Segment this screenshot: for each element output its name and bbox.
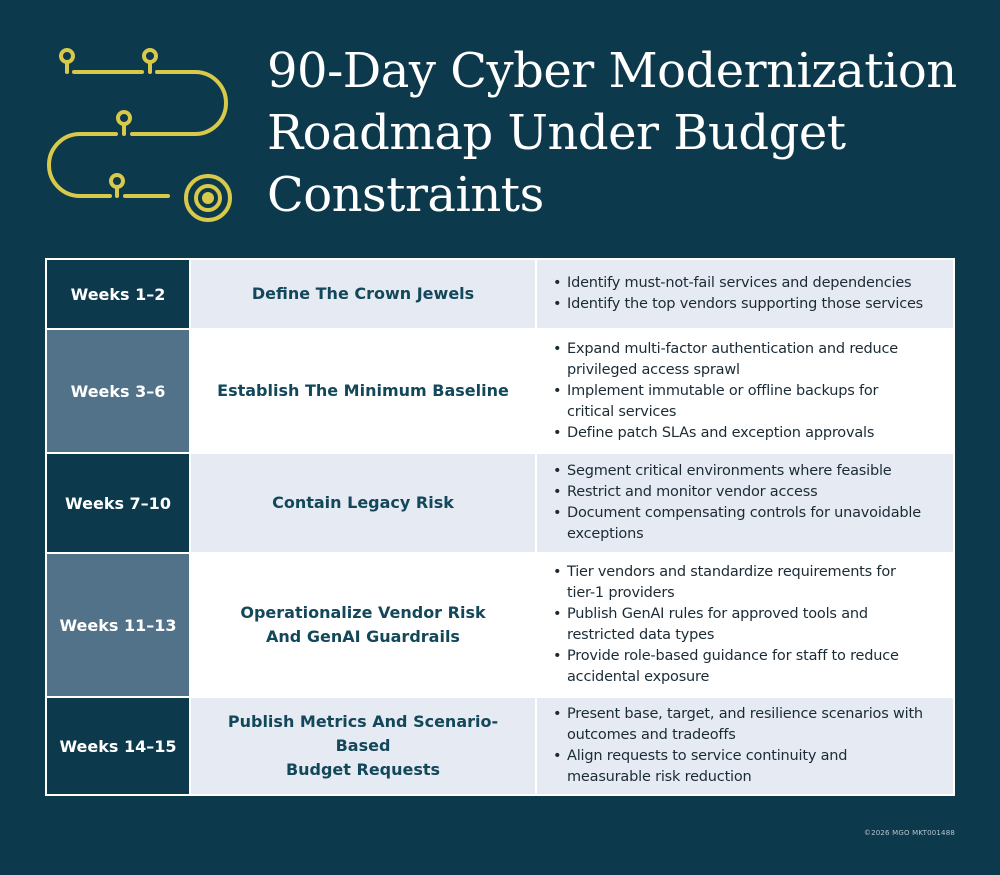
- weeks-cell: Weeks 1–2: [47, 260, 189, 328]
- action-text: tier-1 providers: [567, 585, 675, 601]
- phase-cell: [189, 554, 535, 696]
- phase-cell: [189, 454, 535, 552]
- action-text: Segment critical environments where feasible: [567, 463, 892, 479]
- copyright-footer: ©2026 MGO MKT001488: [863, 829, 955, 837]
- table-row: [47, 330, 953, 454]
- action-text: outcomes and tradeoffs: [567, 727, 736, 743]
- phase-cell: [189, 330, 535, 452]
- action-item: [553, 482, 921, 503]
- action-text: measurable risk reduction: [567, 769, 752, 785]
- action-text: Publish GenAI rules for approved tools and: [567, 606, 868, 622]
- actions-cell: [535, 554, 953, 696]
- action-text: Provide role-based guidance for staff to reduce: [567, 648, 899, 664]
- action-text: exceptions: [567, 526, 644, 542]
- weeks-cell: Weeks 7–10: [47, 454, 189, 552]
- action-text: restricted data types: [567, 627, 715, 643]
- action-text: Expand multi-factor authentication and reduce: [567, 340, 898, 357]
- phase-text: Define The Crown Jewels: [251, 284, 475, 303]
- table-row: [47, 260, 953, 330]
- phase-text: Contain Legacy Risk: [272, 493, 454, 512]
- action-text: privileged access sprawl: [567, 361, 740, 378]
- action-item: [553, 704, 923, 746]
- action-item: [553, 423, 898, 444]
- phase-cell: [189, 698, 535, 794]
- action-text: Define patch SLAs and exception approvals: [567, 424, 875, 441]
- action-item: [553, 503, 921, 545]
- phase-text: Operationalize Vendor Risk: [240, 603, 486, 622]
- phase-text: And GenAI Guardrails: [266, 627, 460, 646]
- action-text: Tier vendors and standardize requirements for: [567, 564, 896, 580]
- action-item: [553, 746, 923, 788]
- phase-text: Establish The Minimum Baseline: [217, 381, 509, 400]
- actions-cell: [535, 698, 953, 794]
- action-item: [553, 339, 898, 381]
- action-text: accidental exposure: [567, 669, 710, 685]
- actions-cell: [535, 454, 953, 552]
- phase-cell: [189, 260, 535, 328]
- table-row: [47, 554, 953, 698]
- action-item: [553, 604, 899, 646]
- roadmap-table: [45, 258, 955, 796]
- phase-text: Budget Requests: [285, 760, 441, 779]
- title-line: Roadmap Under Budget: [267, 105, 846, 161]
- action-text: Implement immutable or offline backups for: [567, 382, 879, 399]
- phase-text: Publish Metrics And Scenario-Based: [227, 712, 499, 755]
- action-item: [553, 294, 923, 315]
- actions-cell: [535, 330, 953, 452]
- action-item: [553, 562, 899, 604]
- action-text: Restrict and monitor vendor access: [567, 484, 818, 500]
- action-text: Align requests to service continuity and: [567, 748, 848, 764]
- action-text: Document compensating controls for unavoidable: [567, 505, 921, 521]
- weeks-cell: Weeks 3–6: [47, 330, 189, 452]
- actions-cell: [535, 260, 953, 328]
- action-item: [553, 646, 899, 688]
- action-item: [553, 273, 923, 294]
- title-line: Constraints: [267, 167, 544, 223]
- action-item: [553, 381, 898, 423]
- table-row: [47, 454, 953, 554]
- action-text: Present base, target, and resilience scenarios with: [567, 706, 923, 722]
- weeks-cell: Weeks 11–13: [47, 554, 189, 696]
- weeks-cell: Weeks 14–15: [47, 698, 189, 794]
- page-title: [267, 40, 987, 226]
- action-text: Identify the top vendors supporting those services: [567, 296, 924, 312]
- title-line: 90-Day Cyber Modernization: [267, 43, 957, 99]
- action-item: [553, 461, 921, 482]
- table-row: [47, 698, 953, 794]
- roadmap-path-icon: [40, 38, 240, 228]
- action-text: critical services: [567, 403, 677, 420]
- action-text: Identify must-not-fail services and dependencies: [567, 275, 912, 291]
